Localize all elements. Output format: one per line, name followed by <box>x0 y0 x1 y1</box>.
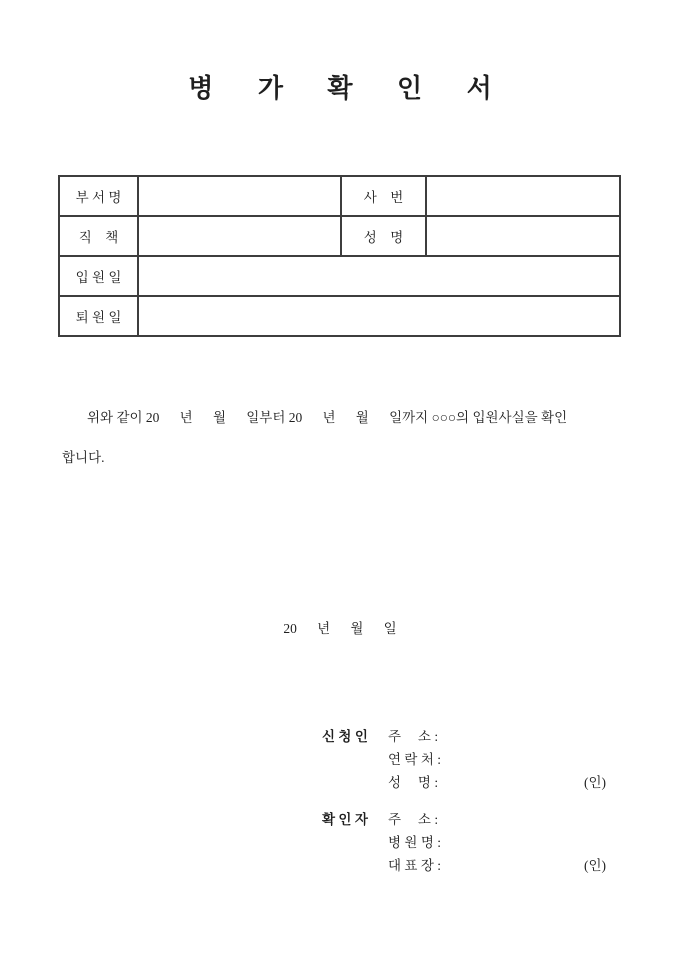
applicant-name-label: 성 명 : <box>388 774 439 790</box>
table-row <box>59 216 620 256</box>
employee-id-field[interactable] <box>426 176 620 216</box>
confirmer-address-row <box>322 806 612 829</box>
confirmer-address-label: 주 소 : <box>388 811 439 827</box>
applicant-address-label: 주 소 : <box>388 728 439 744</box>
table-row <box>59 176 620 216</box>
table-row <box>59 256 620 296</box>
confirmer-signature-block <box>322 806 612 875</box>
admission-date-label: 입 원 일 <box>59 256 138 296</box>
confirmer-hospital-row <box>322 829 612 852</box>
confirmer-representative-row <box>322 852 612 875</box>
position-field[interactable] <box>138 216 341 256</box>
applicant-address-row <box>322 723 612 746</box>
applicant-contact-label: 연 락 처 : <box>388 751 441 767</box>
statement-line-2: 합니다. <box>62 450 105 465</box>
applicant-signature-block <box>322 723 612 792</box>
employee-info-table <box>58 175 621 337</box>
name-field[interactable] <box>426 216 620 256</box>
signature-area <box>322 723 612 889</box>
applicant-name-row <box>322 769 612 792</box>
discharge-date-label: 퇴 원 일 <box>59 296 138 336</box>
document-title: 병 가 확 인 서 <box>188 74 511 103</box>
name-label: 성 명 <box>341 216 426 256</box>
confirmer-hospital-name-label: 병 원 명 : <box>388 834 441 850</box>
admission-date-field[interactable] <box>138 256 620 296</box>
applicant-role-label: 신 청 인 <box>322 728 368 744</box>
confirmer-representative-label: 대 표 장 : <box>388 857 441 873</box>
confirmation-statement <box>62 398 622 478</box>
applicant-seal-mark: (인) <box>583 774 606 790</box>
employee-id-label: 사 번 <box>341 176 426 216</box>
confirmer-role-label: 확 인 자 <box>322 811 368 827</box>
applicant-contact-row <box>322 746 612 769</box>
statement-line-1: 위와 같이 20 년 월 일부터 20 년 월 일까지 ○○○의 입원사실을 확인 <box>87 410 568 425</box>
department-name-field[interactable] <box>138 176 341 216</box>
discharge-date-field[interactable] <box>138 296 620 336</box>
written-date-line: 20 년 월 일 <box>283 621 397 636</box>
department-name-label: 부 서 명 <box>59 176 138 216</box>
table-row <box>59 296 620 336</box>
confirmer-seal-mark: (인) <box>583 857 606 873</box>
position-label: 직 책 <box>59 216 138 256</box>
